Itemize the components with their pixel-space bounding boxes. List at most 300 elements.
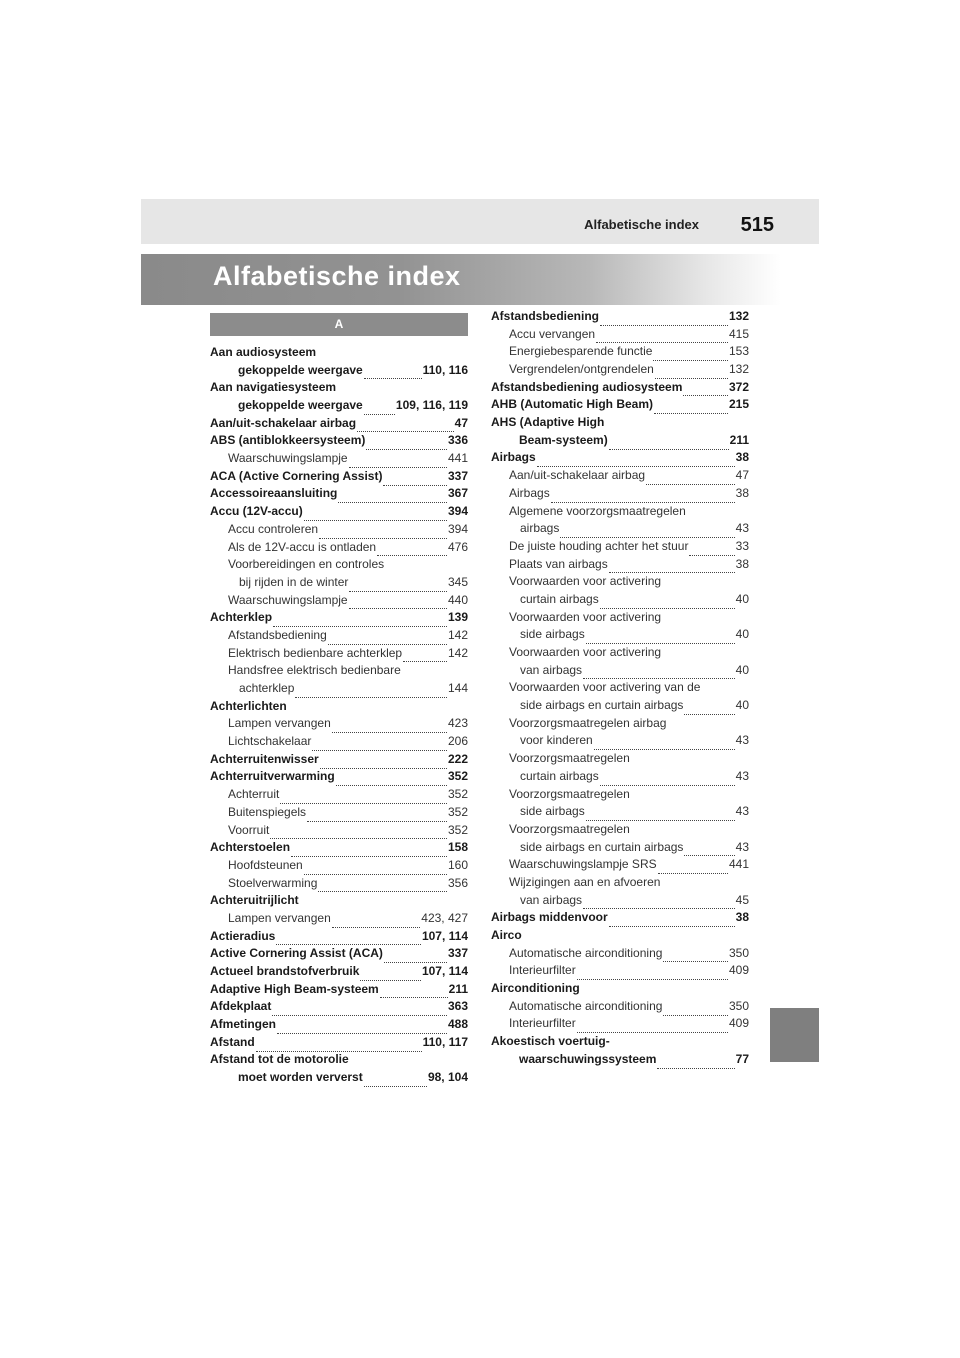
index-entry xyxy=(491,520,749,538)
index-entry-page: 206 xyxy=(447,734,468,749)
index-entry-page: 345 xyxy=(447,574,468,589)
index-entry-text: gekoppelde weergave xyxy=(238,362,363,377)
index-entry xyxy=(491,679,749,697)
index-entry-text: Accu vervangen xyxy=(509,326,596,341)
index-entry-text: Als de 12V-accu is ontladen xyxy=(228,539,377,554)
dot-leader xyxy=(646,471,735,485)
index-entry-page: 222 xyxy=(447,751,468,766)
index-entry-page: 158 xyxy=(447,840,468,855)
index-entry-page: 98, 104 xyxy=(427,1070,468,1085)
index-entry xyxy=(491,874,749,892)
index-entry-page: 153 xyxy=(728,344,749,359)
index-entry-text: Airbags xyxy=(509,485,550,500)
index-entry xyxy=(491,343,749,361)
dot-leader xyxy=(655,365,728,379)
index-entry xyxy=(210,627,468,645)
index-entry-page: 38 xyxy=(735,485,749,500)
dot-leader xyxy=(654,400,728,414)
index-entry-text: van airbags xyxy=(520,892,583,907)
dot-leader xyxy=(403,648,447,662)
index-entry xyxy=(210,715,468,733)
index-entry-text: Aan audiosysteem xyxy=(210,344,317,359)
index-entry-text: curtain airbags xyxy=(520,768,599,783)
dot-leader xyxy=(609,559,735,573)
index-entry-text: Afstandsbediening xyxy=(228,627,327,642)
dot-leader xyxy=(256,1038,422,1052)
index-entry-text: van airbags xyxy=(520,662,583,677)
index-entry-text: Achterruitenwisser xyxy=(210,751,319,766)
index-entry-page: 45 xyxy=(735,892,749,907)
index-entry-text: Aan/uit-schakelaar airbag xyxy=(210,415,357,430)
index-entry xyxy=(491,556,749,574)
dot-leader xyxy=(684,842,734,856)
index-entry-text: Voorzorgsmaatregelen xyxy=(509,751,630,766)
index-entry-text: Handsfree elektrisch bedienbare xyxy=(228,663,401,678)
index-entry-page: 43 xyxy=(735,839,749,854)
index-entry-page: 40 xyxy=(735,698,749,713)
index-entry xyxy=(210,822,468,840)
index-entry xyxy=(210,397,468,415)
index-entry xyxy=(210,379,468,397)
dot-leader xyxy=(364,401,395,415)
index-entry-text: curtain airbags xyxy=(520,591,599,606)
dot-leader xyxy=(320,755,447,769)
index-entry-text: airbags xyxy=(520,521,560,536)
index-entry xyxy=(491,786,749,804)
index-entry-text: Buitenspiegels xyxy=(228,804,307,819)
dot-leader xyxy=(657,1055,734,1069)
index-entry-page: 144 xyxy=(447,681,468,696)
index-entry-text: achterklep xyxy=(239,681,295,696)
index-entry-page: 211 xyxy=(448,981,468,996)
index-entry-text: Afstand xyxy=(210,1034,255,1049)
index-entry-page: 423 xyxy=(447,716,468,731)
index-entry-page: 441 xyxy=(447,451,468,466)
index-entry-page: 47 xyxy=(735,468,749,483)
index-entry-page: 142 xyxy=(447,627,468,642)
index-entry xyxy=(491,432,749,450)
index-entry-text: Voorzorgsmaatregelen xyxy=(509,821,630,836)
index-entry-text: moet worden ververst xyxy=(238,1070,363,1085)
index-entry-page: 352 xyxy=(447,822,468,837)
index-entry xyxy=(210,857,468,875)
index-entry xyxy=(210,592,468,610)
index-entry-page: 107, 114 xyxy=(421,928,468,943)
index-entry xyxy=(491,909,749,927)
index-entry-page: 38 xyxy=(735,910,749,925)
index-entry xyxy=(491,414,749,432)
index-entry-page: 352 xyxy=(447,804,468,819)
index-entry-page: 132 xyxy=(728,308,749,323)
index-entry-page: 409 xyxy=(728,963,749,978)
index-entry-text: Lichtschakelaar xyxy=(228,734,312,749)
dot-leader xyxy=(360,967,421,981)
dot-leader xyxy=(689,542,734,556)
index-entry-text: Accessoireaansluiting xyxy=(210,486,338,501)
index-entry xyxy=(491,609,749,627)
index-entry xyxy=(210,786,468,804)
dot-leader xyxy=(600,595,735,609)
dot-leader xyxy=(684,701,734,715)
dot-leader xyxy=(653,347,728,361)
index-entry xyxy=(491,715,749,733)
dot-leader xyxy=(663,1002,728,1016)
index-entry xyxy=(210,963,468,981)
index-entry xyxy=(491,1016,749,1034)
index-entry-page: 350 xyxy=(728,998,749,1013)
index-entry xyxy=(491,856,749,874)
index-entry-text: Voorwaarden voor activering xyxy=(509,609,662,624)
index-entry xyxy=(491,962,749,980)
index-entry xyxy=(491,892,749,910)
index-entry xyxy=(491,839,749,857)
index-entry xyxy=(491,538,749,556)
index-entry xyxy=(491,1051,749,1069)
index-entry xyxy=(210,945,468,963)
dot-leader xyxy=(663,948,728,962)
index-entry-text: Accu (12V-accu) xyxy=(210,504,303,519)
index-entry xyxy=(491,308,749,326)
index-entry xyxy=(491,485,749,503)
index-entry xyxy=(491,626,749,644)
index-entry-text: voor kinderen xyxy=(520,733,593,748)
index-entry xyxy=(210,344,468,362)
dot-leader xyxy=(295,684,447,698)
index-entry xyxy=(491,361,749,379)
dot-leader xyxy=(364,1073,427,1087)
index-entry xyxy=(491,591,749,609)
index-entry-page: 40 xyxy=(735,591,749,606)
index-entry-text: Hoofdsteunen xyxy=(228,857,303,872)
index-entry-page: 352 xyxy=(447,787,468,802)
index-entry xyxy=(491,980,749,998)
dot-leader xyxy=(594,736,735,750)
index-entry-text: Stoelverwarming xyxy=(228,875,318,890)
dot-leader xyxy=(276,931,421,945)
header-title: Alfabetische index xyxy=(584,217,699,232)
index-entry-text: Wijzigingen aan en afvoeren xyxy=(509,874,661,889)
index-entry xyxy=(491,1033,749,1051)
index-entry-page: 372 xyxy=(728,379,749,394)
index-entry-text: AHS (Adaptive High xyxy=(491,415,605,430)
index-entry xyxy=(210,468,468,486)
index-entry-text: Waarschuwingslampje xyxy=(228,592,348,607)
index-entry xyxy=(491,733,749,751)
dot-leader xyxy=(377,542,447,556)
index-entry-text: Automatische airconditioning xyxy=(509,945,663,960)
index-entry xyxy=(491,573,749,591)
index-entry-text: Interieurfilter xyxy=(509,1016,576,1031)
index-entry-page: 43 xyxy=(735,521,749,536)
dot-leader xyxy=(338,489,447,503)
index-entry xyxy=(210,450,468,468)
index-entry-page: 109, 116, 119 xyxy=(395,398,468,413)
dot-leader xyxy=(586,630,735,644)
index-entry-text: Waarschuwingslampje SRS xyxy=(509,857,657,872)
index-entry-text: Achteruitrijlicht xyxy=(210,893,299,908)
index-entry-page: 441 xyxy=(728,857,749,872)
index-entry-page: 211 xyxy=(729,432,749,447)
index-entry-page: 423, 427 xyxy=(421,910,468,925)
index-entry xyxy=(491,644,749,662)
index-entry-page: 110, 116 xyxy=(422,362,468,377)
index-entry-text: Afstand tot de motorolie xyxy=(210,1052,349,1067)
index-entry xyxy=(210,839,468,857)
index-entry-page: 356 xyxy=(447,875,468,890)
index-entry xyxy=(491,662,749,680)
index-entry xyxy=(491,998,749,1016)
index-entry-page: 43 xyxy=(735,768,749,783)
index-entry-page: 337 xyxy=(447,946,468,961)
dot-leader xyxy=(683,382,728,396)
index-entry-text: Interieurfilter xyxy=(509,963,576,978)
index-entry xyxy=(210,698,468,716)
index-entry-page: 139 xyxy=(447,610,468,625)
dot-leader xyxy=(332,719,447,733)
index-entry xyxy=(210,539,468,557)
dot-leader xyxy=(600,772,735,786)
dot-leader xyxy=(586,807,735,821)
index-entry xyxy=(210,804,468,822)
index-entry-page: 77 xyxy=(735,1051,749,1066)
dot-leader xyxy=(304,861,447,875)
index-entry-text: Elektrisch bedienbare achterklep xyxy=(228,645,403,660)
index-entry-page: 40 xyxy=(735,662,749,677)
dot-leader xyxy=(349,578,447,592)
index-entry-text: Airbags middenvoor xyxy=(491,910,608,925)
index-entry-page: 47 xyxy=(454,415,468,430)
section-letter-header: A xyxy=(210,313,468,336)
dot-leader xyxy=(318,878,447,892)
index-entry-text: Voorwaarden voor activering xyxy=(509,574,662,589)
index-entry-text: Aan/uit-schakelaar airbag xyxy=(509,468,646,483)
index-entry-text: Afstandsbediening xyxy=(491,308,600,323)
dot-leader xyxy=(551,489,735,503)
index-entry xyxy=(491,467,749,485)
index-entry-text: Actueel brandstofverbruik xyxy=(210,964,360,979)
index-entry-page: 440 xyxy=(447,592,468,607)
index-entry xyxy=(210,928,468,946)
index-entry-text: ABS (antiblokkeersysteem) xyxy=(210,433,366,448)
dot-leader xyxy=(383,472,446,486)
index-entry xyxy=(491,503,749,521)
index-entry-text: waarschuwingssysteem xyxy=(519,1051,657,1066)
dot-leader xyxy=(537,453,735,467)
index-entry-text: Achterruitverwarming xyxy=(210,769,335,784)
index-entry-page: 394 xyxy=(447,521,468,536)
index-entry-page: 43 xyxy=(735,733,749,748)
index-entry-text: Accu controleren xyxy=(228,521,319,536)
index-entry xyxy=(491,750,749,768)
index-entry-text: Voorbereidingen en controles xyxy=(228,557,385,572)
index-entry-page: 409 xyxy=(728,1016,749,1031)
index-entry-text: Afstandsbediening audiosysteem xyxy=(491,379,683,394)
dot-leader xyxy=(291,843,447,857)
index-entry xyxy=(210,733,468,751)
index-entry-text: Algemene voorzorgsmaatregelen xyxy=(509,503,686,518)
index-entry xyxy=(210,680,468,698)
index-entry xyxy=(210,574,468,592)
index-entry-text: Plaats van airbags xyxy=(509,556,608,571)
index-entry xyxy=(491,821,749,839)
index-entry xyxy=(491,450,749,468)
dot-leader xyxy=(658,860,728,874)
index-entry-page: 110, 117 xyxy=(422,1034,468,1049)
index-entry-page: 350 xyxy=(728,945,749,960)
index-entry xyxy=(491,927,749,945)
index-entry-text: Voorzorgsmaatregelen xyxy=(509,786,630,801)
index-entry-text: Energiebesparende functie xyxy=(509,344,653,359)
index-entry-page: 160 xyxy=(447,857,468,872)
index-entry-page: 40 xyxy=(735,627,749,642)
dot-leader xyxy=(577,1019,728,1033)
index-entry-page: 488 xyxy=(447,1017,468,1032)
index-entry-text: Voorwaarden voor activering van de xyxy=(509,680,701,695)
page-title: Alfabetische index xyxy=(213,261,461,291)
dot-leader xyxy=(270,825,447,839)
dot-leader xyxy=(560,524,734,538)
index-column-right xyxy=(491,308,749,1069)
index-entry-text: Adaptive High Beam-systeem xyxy=(210,981,379,996)
index-entry xyxy=(491,326,749,344)
index-entry-page: 367 xyxy=(447,486,468,501)
index-entry xyxy=(210,1069,468,1087)
index-entry-page: 394 xyxy=(447,504,468,519)
dot-leader xyxy=(272,1002,447,1016)
index-entry xyxy=(210,362,468,380)
dot-leader xyxy=(273,613,447,627)
index-entry-text: bij rijden in de winter xyxy=(239,574,349,589)
index-entry xyxy=(210,892,468,910)
index-entry xyxy=(210,645,468,663)
index-entry-page: 415 xyxy=(728,326,749,341)
index-entry-page: 336 xyxy=(447,433,468,448)
page-number: 515 xyxy=(740,214,774,236)
index-entry-text: side airbags en curtain airbags xyxy=(520,839,684,854)
index-entry-text: Afmetingen xyxy=(210,1017,276,1032)
dot-leader xyxy=(583,665,735,679)
index-entry-page: 33 xyxy=(735,538,749,553)
index-entry xyxy=(210,981,468,999)
index-entry xyxy=(210,486,468,504)
index-entry-page: 107, 114 xyxy=(421,964,468,979)
index-entry xyxy=(491,945,749,963)
dot-leader xyxy=(349,595,447,609)
dot-leader xyxy=(349,454,447,468)
index-entry xyxy=(210,998,468,1016)
index-entry-text: Lampen vervangen xyxy=(228,716,331,731)
dot-leader xyxy=(609,436,729,450)
index-entry xyxy=(210,1016,468,1034)
index-entry xyxy=(210,910,468,928)
dot-leader xyxy=(307,808,447,822)
index-entry xyxy=(491,697,749,715)
index-entry xyxy=(210,521,468,539)
index-column-left xyxy=(210,313,468,1087)
index-entry xyxy=(210,751,468,769)
index-entry-text: side airbags en curtain airbags xyxy=(520,698,684,713)
index-entry xyxy=(210,556,468,574)
dot-leader xyxy=(304,507,447,521)
index-entry-text: Aan navigatiesysteem xyxy=(210,380,337,395)
dot-leader xyxy=(364,365,422,379)
dot-leader xyxy=(596,329,728,343)
index-entry-text: Active Cornering Assist (ACA) xyxy=(210,946,383,961)
index-entry xyxy=(210,432,468,450)
index-entry xyxy=(210,769,468,787)
index-entry-text: Voorruit xyxy=(228,822,270,837)
index-entry-page: 38 xyxy=(735,556,749,571)
index-entry-text: side airbags xyxy=(520,804,585,819)
index-entry-text: Beam-systeem) xyxy=(519,432,608,447)
index-entry-page: 142 xyxy=(447,645,468,660)
index-entry-text: Waarschuwingslampje xyxy=(228,451,348,466)
dot-leader xyxy=(312,737,447,751)
dot-leader xyxy=(583,895,735,909)
dot-leader xyxy=(280,790,447,804)
index-entry-text: Achterstoelen xyxy=(210,840,291,855)
index-entry-page: 43 xyxy=(735,804,749,819)
index-entry xyxy=(210,875,468,893)
index-entry-text: ACA (Active Cornering Assist) xyxy=(210,468,383,483)
index-entry-text: Afdekplaat xyxy=(210,999,272,1014)
index-entry-text: Akoestisch voertuig- xyxy=(491,1034,610,1049)
index-entry xyxy=(210,1052,468,1070)
index-entry xyxy=(491,396,749,414)
index-entry-text: Airconditioning xyxy=(491,981,580,996)
page-header xyxy=(141,199,819,244)
index-entry-text: Vergrendelen/ontgrendelen xyxy=(509,362,654,377)
title-banner xyxy=(141,254,781,305)
index-entry-text: gekoppelde weergave xyxy=(238,398,363,413)
index-entry xyxy=(491,379,749,397)
index-entry-page: 38 xyxy=(735,450,749,465)
index-entry-text: Airbags xyxy=(491,450,536,465)
dot-leader xyxy=(600,312,728,326)
index-entry-text: Actieradius xyxy=(210,928,276,943)
index-entry-text: Voorzorgsmaatregelen airbag xyxy=(509,715,667,730)
index-entry-page: 337 xyxy=(447,468,468,483)
dot-leader xyxy=(328,631,447,645)
index-entry-text: Automatische airconditioning xyxy=(509,998,663,1013)
dot-leader xyxy=(380,984,448,998)
dot-leader xyxy=(384,949,447,963)
index-entry xyxy=(210,503,468,521)
dot-leader xyxy=(277,1020,447,1034)
index-entry-text: Airco xyxy=(491,928,522,943)
index-entry-text: Lampen vervangen xyxy=(228,910,331,925)
dot-leader xyxy=(609,913,735,927)
dot-leader xyxy=(577,966,728,980)
index-entry-page: 363 xyxy=(447,999,468,1014)
index-entry-text: Voorwaarden voor activering xyxy=(509,645,662,660)
index-entry-text: Achterruit xyxy=(228,787,280,802)
dot-leader xyxy=(336,772,447,786)
index-entry-text: AHB (Automatic High Beam) xyxy=(491,397,654,412)
index-entry xyxy=(210,609,468,627)
dot-leader xyxy=(357,418,454,432)
dot-leader xyxy=(366,436,447,450)
section-thumb-tab xyxy=(770,1008,819,1062)
index-entry xyxy=(210,662,468,680)
index-entry-text: Achterklep xyxy=(210,610,273,625)
index-entry-text: Achterlichten xyxy=(210,698,287,713)
index-entry xyxy=(491,768,749,786)
index-entry-text: De juiste houding achter het stuur xyxy=(509,538,689,553)
index-entry-text: side airbags xyxy=(520,627,585,642)
index-entry-page: 132 xyxy=(728,362,749,377)
dot-leader xyxy=(319,525,447,539)
